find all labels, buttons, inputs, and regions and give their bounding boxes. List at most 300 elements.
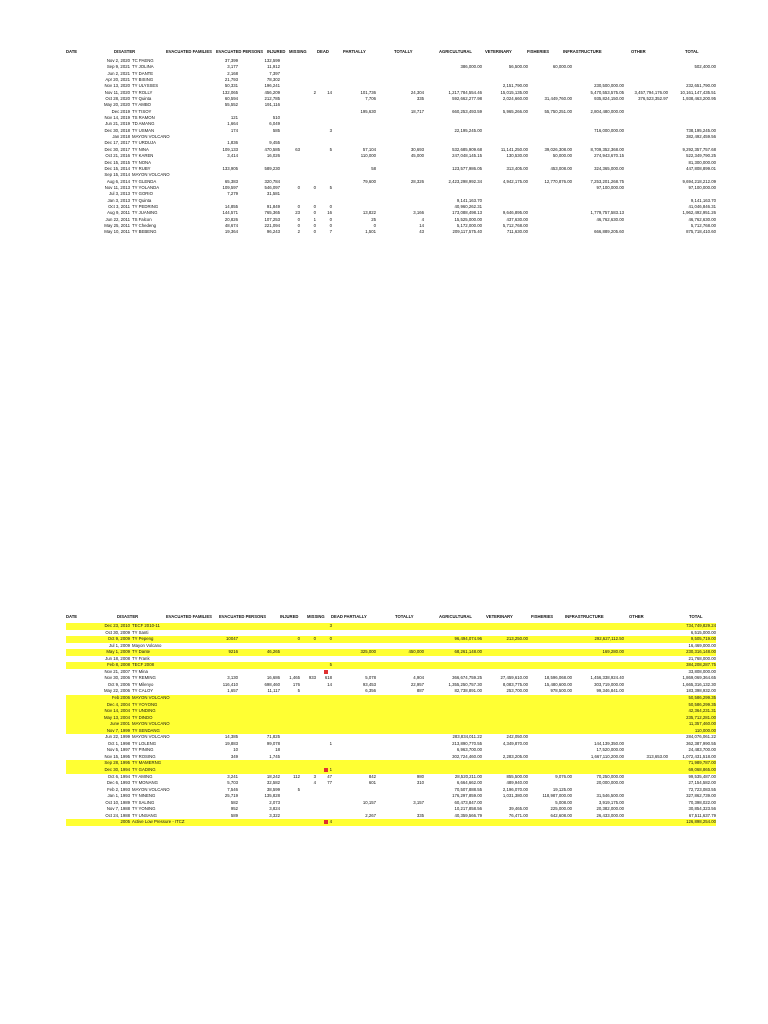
cell-partially: 2,267 bbox=[365, 812, 376, 818]
cell-total: 1,665,316,132.30 bbox=[682, 681, 716, 687]
cell-disaster: TY MONANG bbox=[132, 780, 158, 786]
cell-fisheries: 225,000.00 bbox=[550, 806, 572, 812]
cell-other: 376,523,352.97 bbox=[638, 96, 668, 102]
damage-table-recent bbox=[66, 49, 716, 236]
cell-infrastructure: 99,346,841.00 bbox=[596, 688, 624, 694]
cell-agricultural: 22,195,245.00 bbox=[454, 127, 482, 133]
cell-disaster: TY ROSING bbox=[132, 753, 156, 759]
cell-injured: 0 bbox=[297, 216, 300, 222]
header-other: OTHER bbox=[629, 614, 644, 619]
cell-dead: 7 bbox=[329, 229, 332, 235]
cell-fisheries: 39,026,308.00 bbox=[544, 146, 572, 152]
cell-evacuated-persons: 589,230 bbox=[264, 165, 280, 171]
cell-disaster: TY KAREN bbox=[132, 153, 154, 159]
header-infrastructure: INFRASTRUCTURE bbox=[563, 49, 602, 54]
header-totally: TOTALLY bbox=[395, 614, 414, 619]
cell-evacuated-persons: 31,581 bbox=[266, 191, 280, 197]
cell-fisheries: 642,608.00 bbox=[550, 812, 572, 818]
cell-veterinary: 27,459,610.00 bbox=[500, 675, 528, 681]
cell-total: 1,072,431,518.00 bbox=[682, 753, 716, 759]
cell-date: Dec 30, 2017 bbox=[104, 146, 130, 152]
cell-total: 24,483,700.00 bbox=[688, 747, 716, 753]
cell-missing: 0 bbox=[313, 636, 316, 642]
cell-fisheries: 9,076.00 bbox=[555, 773, 572, 779]
cell-disaster: TY TISOY bbox=[132, 108, 152, 114]
cell-infrastructure: 303,719,000.00 bbox=[594, 681, 624, 687]
cell-dead: 0 bbox=[329, 203, 332, 209]
cell-evacuated-persons: 91,849 bbox=[266, 203, 280, 209]
cell-evacuated-families: 37,399 bbox=[224, 58, 238, 63]
cell-date: Feb 8, 2008 bbox=[107, 662, 130, 668]
cell-agricultural: 10,217,858.56 bbox=[454, 806, 482, 812]
cell-totally: 980 bbox=[416, 773, 424, 779]
cell-evacuated-families: 582 bbox=[230, 799, 238, 805]
cell-evacuated-families: 132,065 bbox=[222, 89, 238, 95]
cell-missing: 3 bbox=[313, 773, 316, 779]
cell-fisheries: 60,000.00 bbox=[552, 64, 572, 70]
cell-missing: 0 bbox=[313, 222, 316, 228]
cell-infrastructure: 5,470,553,575.05 bbox=[590, 89, 624, 95]
header-agricultural: AGRICULTURAL bbox=[439, 614, 472, 619]
cell-evacuated-families: 1,664 bbox=[227, 121, 238, 127]
cell-date: Jun 21, 2019 bbox=[105, 121, 130, 127]
cell-date: Oct 3, 2011 bbox=[108, 203, 130, 209]
header-total: TOTAL bbox=[689, 614, 703, 619]
header-infrastructure: INFRASTRUCTURE bbox=[565, 614, 604, 619]
cell-agricultural: 366,674,759.25 bbox=[452, 675, 482, 681]
cell-fisheries: 12,770,876.00 bbox=[544, 178, 572, 184]
cell-infrastructure: 935,824,150.00 bbox=[594, 96, 624, 102]
cell-disaster: TY YOLANDA bbox=[132, 184, 160, 190]
table-body bbox=[66, 58, 716, 236]
cell-total: 69,068,865.00 bbox=[688, 767, 716, 773]
header-veterinary: VETERINARY bbox=[486, 614, 513, 619]
cell-disaster: TECF 2008 bbox=[132, 662, 154, 668]
cell-infrastructure: 169,280.00 bbox=[602, 649, 624, 655]
cell-evacuated-families: 952 bbox=[230, 806, 238, 812]
cell-disaster: TY Quinta bbox=[132, 96, 152, 102]
cell-disaster: MAYON VOLCANO bbox=[132, 695, 170, 701]
cell-date: Oct 10, 1989 bbox=[105, 799, 130, 805]
cell-evacuated-persons: 71,825 bbox=[266, 734, 280, 740]
cell-date: Nov 13, 2020 bbox=[104, 83, 130, 89]
cell-fisheries: 453,008.00 bbox=[550, 165, 572, 171]
cell-partially: 842 bbox=[368, 773, 376, 779]
cell-dead: 3 bbox=[329, 623, 332, 628]
cell-total: 1,962,492,951.26 bbox=[682, 210, 716, 216]
cell-evacuated-families: 10 bbox=[233, 747, 238, 753]
cell-partially: 110,000 bbox=[360, 153, 376, 159]
cell-totally: 3,166 bbox=[413, 210, 424, 216]
cell-totally: 3,157 bbox=[413, 799, 424, 805]
cell-missing: 0 bbox=[313, 210, 316, 216]
cell-infrastructure: 46,762,630.00 bbox=[596, 216, 624, 222]
cell-evacuated-persons: 18 bbox=[275, 747, 280, 753]
cell-disaster: Active Low Pressure - ITCZ bbox=[132, 819, 185, 825]
cell-evacuated-persons: 18,242 bbox=[266, 773, 280, 779]
cell-injured: 0 bbox=[297, 636, 300, 642]
cell-date: Jun 22, 1999 bbox=[105, 734, 130, 740]
cell-evacuated-families: 25,719 bbox=[224, 793, 238, 799]
cell-infrastructure: 20,382,000.00 bbox=[596, 806, 624, 812]
cell-missing: 2 bbox=[313, 89, 316, 95]
cell-infrastructure: 324,365,000.00 bbox=[594, 165, 624, 171]
cell-evacuated-families: 109,597 bbox=[222, 184, 238, 190]
cell-dead: 14 bbox=[327, 681, 332, 687]
cell-veterinary: 489,940.00 bbox=[506, 780, 528, 786]
cell-date: Jul 3, 2013 bbox=[108, 191, 130, 197]
cell-injured: 5 bbox=[297, 688, 300, 694]
cell-veterinary: 4,349,870.00 bbox=[502, 740, 528, 746]
cell-veterinary: 2,196,070.00 bbox=[502, 786, 528, 792]
cell-date: Jan 2018 bbox=[112, 134, 130, 140]
cell-disaster: TS RAMON bbox=[132, 115, 155, 121]
header-disaster: DISASTER bbox=[117, 614, 139, 619]
cell-date: Dec 30, 1994 bbox=[104, 767, 130, 773]
cell-fisheries: 118,987,000.00 bbox=[542, 793, 572, 799]
cell-evacuated-families: 349 bbox=[230, 753, 238, 759]
cell-dead: 5 bbox=[329, 146, 332, 152]
cell-agricultural: 28,520,211.00 bbox=[454, 773, 482, 779]
cell-evacuated-families: 116,410 bbox=[222, 681, 238, 687]
cell-veterinary: 5,712,768.00 bbox=[502, 222, 528, 228]
cell-veterinary: 9,646,895.00 bbox=[502, 210, 528, 216]
cell-infrastructure: 1,667,110,200.00 bbox=[590, 753, 624, 759]
cell-date: Dec 30, 2018 bbox=[104, 127, 130, 133]
cell-disaster: TY Pepeng bbox=[132, 636, 154, 642]
header-dead: DEAD bbox=[317, 49, 329, 54]
cell-evacuated-families: 14,385 bbox=[224, 734, 238, 740]
cell-partially: 57,104 bbox=[362, 146, 376, 152]
cell-infrastructure: 17,520,000.00 bbox=[596, 747, 624, 753]
header-evacuated-persons: EVACUATED PERSONS bbox=[216, 49, 264, 54]
cell-veterinary: 313,405.00 bbox=[506, 165, 528, 171]
cell-disaster: MAYON VOLCANO bbox=[132, 734, 170, 740]
cell-veterinary: 130,530.00 bbox=[506, 153, 528, 159]
cell-total: 9,141,163.70 bbox=[690, 197, 716, 203]
header-evacuated-families: EVACUATED FAMILIES bbox=[166, 49, 212, 54]
cell-disaster: TY NINA bbox=[132, 146, 149, 152]
cell-partially: 5,078 bbox=[365, 675, 376, 681]
cell-agricultural: 592,662,277.98 bbox=[452, 96, 482, 102]
cell-date: Dec 6, 1993 bbox=[106, 780, 130, 786]
cell-date: Oct 21, 2016 bbox=[105, 153, 130, 159]
cell-partially: 6,356 bbox=[365, 688, 376, 694]
cell-evacuated-persons: 1,745 bbox=[269, 753, 280, 759]
cell-disaster: TY ROLLY bbox=[132, 89, 153, 95]
cell-date: Oct 1, 1998 bbox=[107, 740, 130, 746]
cell-dead: 618 bbox=[324, 675, 332, 681]
cell-evacuated-persons: 698,460 bbox=[264, 681, 280, 687]
cell-veterinary: 711,630.00 bbox=[506, 229, 528, 235]
cell-date: May 20, 2020 bbox=[103, 102, 130, 108]
cell-infrastructure: 31,546,500.00 bbox=[596, 793, 624, 799]
cell-date: 2005 bbox=[120, 819, 130, 825]
cell-fisheries: 15,480,600.00 bbox=[544, 681, 572, 687]
cell-date: Dec 15, 2015 bbox=[104, 159, 130, 165]
cell-other: 313,653.00 bbox=[646, 753, 668, 759]
cell-date: Nov 7, 1999 bbox=[106, 727, 130, 733]
cell-date: Sep 9, 2021 bbox=[106, 64, 130, 70]
cell-disaster: TY Dante bbox=[132, 649, 151, 655]
cell-date: Nov 21, 2007 bbox=[104, 668, 130, 674]
cell-partially: 58 bbox=[371, 165, 376, 171]
header-evacuated-families: EVACUATED FAMILIES bbox=[166, 614, 212, 619]
cell-veterinary: 76,471.00 bbox=[508, 812, 528, 818]
cell-infrastructure: 292,627,112.50 bbox=[594, 636, 624, 642]
cell-injured: 112 bbox=[293, 773, 300, 779]
cell-infrastructure: 20,000,000.00 bbox=[596, 780, 624, 786]
cell-date: Jun 22, 2011 bbox=[105, 216, 130, 222]
cell-veterinary: 56,500.00 bbox=[508, 64, 528, 70]
cell-disaster: TY GADING bbox=[132, 767, 156, 773]
cell-partially: 79,600 bbox=[362, 178, 376, 184]
cell-veterinary: 437,630.00 bbox=[506, 216, 528, 222]
cell-injured: 1,465 bbox=[289, 675, 300, 681]
cell-totally: 43 bbox=[419, 229, 424, 235]
cell-evacuated-families: 19,883 bbox=[224, 740, 238, 746]
cell-date: Feb 2, 1993 bbox=[107, 786, 130, 792]
header-disaster: DISASTER bbox=[114, 49, 136, 54]
cell-totally: 18,717 bbox=[410, 108, 424, 114]
cell-infrastructure: 274,943,670.15 bbox=[594, 153, 624, 159]
cell-agricultural: 9,141,163.70 bbox=[456, 197, 482, 203]
cell-evacuated-persons: 510 bbox=[272, 115, 280, 121]
header-missing: MISSING bbox=[307, 614, 325, 619]
cell-agricultural: 70,507,888.55 bbox=[454, 786, 482, 792]
cell-missing: 0 bbox=[313, 184, 316, 190]
cell-disaster: TECF 2010-11 bbox=[132, 623, 160, 628]
cell-partially: 1,501 bbox=[365, 229, 376, 235]
cell-partially: 7,706 bbox=[365, 96, 376, 102]
cell-disaster: TY REMING bbox=[132, 675, 156, 681]
cell-date: Jul 1, 2009 bbox=[108, 642, 130, 648]
cell-partially: 101,736 bbox=[360, 89, 376, 95]
cell-evacuated-families: 14,855 bbox=[224, 203, 238, 209]
cell-injured: 176 bbox=[292, 681, 300, 687]
cell-date: June 2001 bbox=[109, 721, 130, 727]
cell-fisheries: 55,750,251.00 bbox=[544, 108, 572, 114]
cell-total: 30,854,323.56 bbox=[688, 806, 716, 812]
cell-evacuated-families: 144,571 bbox=[222, 210, 238, 216]
cell-total: 284,076,061.22 bbox=[686, 734, 716, 740]
cell-disaster: TY DANTE bbox=[132, 70, 154, 76]
cell-dead: 5 bbox=[329, 662, 332, 668]
cell-agricultural: 68,261,148.00 bbox=[454, 649, 482, 655]
cell-total: 183,398,932.00 bbox=[686, 688, 716, 694]
cell-missing: 1 bbox=[313, 216, 316, 222]
cell-date: Nov 11, 2020 bbox=[104, 89, 130, 95]
cell-other: 3,457,794,176.00 bbox=[634, 89, 668, 95]
cell-total: 126,898,254.00 bbox=[686, 819, 716, 825]
cell-total: 1,938,463,200.95 bbox=[682, 96, 716, 102]
cell-totally: 335 bbox=[416, 812, 424, 818]
cell-total: 50,586,299.35 bbox=[688, 695, 716, 701]
cell-veterinary: 213,250.00 bbox=[506, 636, 528, 642]
cell-total: 67,511,637.79 bbox=[688, 812, 716, 818]
cell-evacuated-families: 50,331 bbox=[224, 83, 238, 89]
cell-disaster: TY YONING bbox=[132, 806, 156, 812]
cell-total: 50,586,299.35 bbox=[688, 701, 716, 707]
header-veterinary: VETERINARY bbox=[485, 49, 512, 54]
cell-evacuated-families: 589 bbox=[230, 812, 238, 818]
cell-veterinary: 2,024,660.00 bbox=[502, 96, 528, 102]
cell-dead: 1 bbox=[329, 740, 332, 746]
cell-evacuated-persons: 9,455 bbox=[269, 140, 280, 146]
damage-table-historical bbox=[66, 614, 716, 826]
cell-dead: 0 bbox=[329, 636, 332, 642]
cell-totally: 4 bbox=[421, 216, 424, 222]
cell-veterinary: 39,465.00 bbox=[508, 806, 528, 812]
cell-agricultural: 15,525,000.00 bbox=[454, 216, 482, 222]
cell-disaster: TY URDUJA bbox=[132, 140, 157, 146]
cell-infrastructure: 3,919,175.00 bbox=[598, 799, 624, 805]
header-partially: PARTIALLY bbox=[344, 614, 367, 619]
cell-evacuated-families: 10047 bbox=[226, 636, 238, 642]
cell-evacuated-families: 133,905 bbox=[222, 165, 238, 171]
cell-total: 382,492,459.56 bbox=[686, 134, 716, 140]
cell-disaster: TY UNDING bbox=[132, 708, 156, 714]
header-fisheries: FISHERIES bbox=[527, 49, 550, 54]
header-date: DATE bbox=[66, 49, 78, 54]
cell-evacuated-persons: 191,116 bbox=[264, 102, 280, 108]
cell-infrastructure: 7,253,201,268.75 bbox=[590, 178, 624, 184]
cell-total: 16,469,000.00 bbox=[688, 642, 716, 648]
cell-disaster: TY Chedeng bbox=[132, 222, 157, 228]
cell-disaster: TY GORIO bbox=[132, 191, 153, 197]
cell-date: Aug 6, 2014 bbox=[106, 178, 130, 184]
cell-disaster: TY RUBY bbox=[132, 165, 151, 171]
cell-missing: 933 bbox=[308, 675, 316, 681]
cell-agricultural: 5,172,000.00 bbox=[456, 222, 482, 228]
cell-fisheries: 18,596,068.00 bbox=[544, 675, 572, 681]
cell-date: Oct 28, 2020 bbox=[105, 96, 130, 102]
cell-partially: 195,630 bbox=[360, 108, 376, 114]
header-injured: INJURED bbox=[280, 614, 299, 619]
cell-agricultural: 302,724,460.00 bbox=[452, 753, 482, 759]
cell-date: May 13, 2004 bbox=[103, 714, 130, 720]
cell-total: 99,535,487.00 bbox=[688, 773, 716, 779]
cell-disaster: TY PEDRING bbox=[132, 203, 159, 209]
cell-dead: 0 bbox=[329, 222, 332, 228]
cell-disaster: TY Santi bbox=[132, 629, 149, 635]
cell-total: 6,515,000.00 bbox=[690, 629, 716, 635]
cell-total: 875,718,410.60 bbox=[686, 229, 716, 235]
cell-agricultural: 123,577,986.05 bbox=[452, 165, 482, 171]
cell-veterinary: 253,700.00 bbox=[506, 688, 528, 694]
cell-evacuated-families: 121 bbox=[230, 115, 238, 121]
cell-injured: 2 bbox=[297, 229, 300, 235]
cell-totally: 30,693 bbox=[410, 146, 424, 152]
cell-evacuated-families: 3,177 bbox=[227, 64, 238, 70]
cell-totally: 4,904 bbox=[413, 675, 424, 681]
cell-agricultural: 60,473,847.00 bbox=[454, 799, 482, 805]
cell-totally: 450,000 bbox=[408, 649, 424, 655]
cell-dead: 4 bbox=[329, 819, 332, 825]
cell-evacuated-persons: 546,097 bbox=[264, 184, 280, 190]
cell-totally: 24,304 bbox=[410, 89, 424, 95]
cell-infrastructure: 2,804,480,000.00 bbox=[590, 108, 624, 114]
cell-disaster: TY SENDANG bbox=[132, 727, 160, 733]
cell-dead: 14 bbox=[327, 89, 332, 95]
cell-disaster: Mayon Volcano bbox=[132, 642, 162, 648]
header-evacuated-persons: EVACUATED PERSONS bbox=[219, 614, 267, 619]
cell-total: 97,100,000.00 bbox=[688, 184, 716, 190]
cell-veterinary: 242,050.00 bbox=[506, 734, 528, 740]
cell-injured: 23 bbox=[295, 210, 300, 216]
cell-evacuated-persons: 196,241 bbox=[264, 83, 280, 89]
cell-injured: 0 bbox=[297, 222, 300, 228]
cell-evacuated-persons: 99,078 bbox=[266, 740, 280, 746]
cell-evacuated-families: 7,546 bbox=[227, 786, 238, 792]
cell-date: Sep 15, 2014 bbox=[104, 172, 130, 178]
cell-disaster: TY UNSANG bbox=[132, 812, 157, 818]
cell-agricultural: 660,253,493.59 bbox=[452, 108, 482, 114]
cell-infrastructure: 716,000,000.00 bbox=[594, 127, 624, 133]
cell-total: 384,208,287.75 bbox=[686, 662, 716, 668]
cell-date: Nov 5, 1997 bbox=[106, 747, 130, 753]
cell-date: Jun 18, 2008 bbox=[105, 655, 130, 661]
cell-disaster: TY SALING bbox=[132, 799, 155, 805]
cell-evacuated-persons: 7,397 bbox=[269, 70, 280, 76]
cell-agricultural: 173,088,498.13 bbox=[452, 210, 482, 216]
cell-date: Jun 2, 2021 bbox=[107, 70, 130, 76]
cell-total: 327,862,739.00 bbox=[686, 793, 716, 799]
cell-dead: 1 bbox=[329, 767, 332, 773]
cell-partially: 93,453 bbox=[362, 681, 376, 687]
cell-total: 81,300,000.00 bbox=[688, 159, 716, 165]
cell-disaster: TS Falcon bbox=[132, 216, 152, 222]
cell-agricultural: 82,738,891.00 bbox=[454, 688, 482, 694]
cell-partially: 10,157 bbox=[362, 799, 376, 805]
cell-agricultural: 283,834,011.22 bbox=[452, 734, 482, 740]
cell-veterinary: 11,141,250.00 bbox=[500, 146, 528, 152]
cell-infrastructure: 26,433,000.00 bbox=[596, 812, 624, 818]
cell-total: 10,161,147,435.51 bbox=[680, 89, 716, 95]
cell-total: 33,808,000.00 bbox=[688, 668, 716, 674]
cell-evacuated-persons: 3,322 bbox=[269, 812, 280, 818]
cell-total: 70,398,022.00 bbox=[688, 799, 716, 805]
cell-total: 21,768,000.00 bbox=[688, 655, 716, 661]
cell-date: Nov 11, 2013 bbox=[104, 184, 130, 190]
cell-infrastructure: 1,456,338,924.40 bbox=[590, 675, 624, 681]
cell-evacuated-persons: 16,026 bbox=[266, 153, 280, 159]
cell-evacuated-persons: 135,828 bbox=[264, 793, 280, 799]
cell-disaster: TY ULYSSES bbox=[132, 83, 159, 89]
cell-evacuated-persons: 320,784 bbox=[264, 178, 280, 184]
cell-total: 11,357,460.00 bbox=[688, 721, 716, 727]
cell-total: 41,046,846.31 bbox=[688, 203, 716, 209]
cell-disaster: TY USMAN bbox=[132, 127, 155, 133]
header-date: DATE bbox=[66, 614, 78, 619]
cell-date: Dec 23, 2010 bbox=[104, 623, 130, 628]
cell-evacuated-persons: 11,117 bbox=[267, 688, 280, 694]
cell-evacuated-families: 5,703 bbox=[227, 780, 238, 786]
cell-date: Dec 17, 2017 bbox=[104, 140, 130, 146]
cell-evacuated-families: 109,133 bbox=[222, 146, 238, 152]
cell-date: Jan 3, 2013 bbox=[107, 197, 130, 203]
cell-injured: 63 bbox=[295, 146, 300, 152]
cell-date: Nov 2, 2020 bbox=[106, 58, 130, 63]
cell-evacuated-persons: 96,243 bbox=[266, 229, 280, 235]
cell-date: Nov 14, 2019 bbox=[104, 115, 130, 121]
cell-date: Dec 2019 bbox=[111, 108, 130, 114]
cell-dead: 5 bbox=[329, 184, 332, 190]
table-row bbox=[66, 819, 716, 826]
cell-evacuated-families: 19,364 bbox=[224, 229, 238, 235]
header-injured: INJURED bbox=[267, 49, 286, 54]
cell-fisheries: 31,449,760.00 bbox=[544, 96, 572, 102]
